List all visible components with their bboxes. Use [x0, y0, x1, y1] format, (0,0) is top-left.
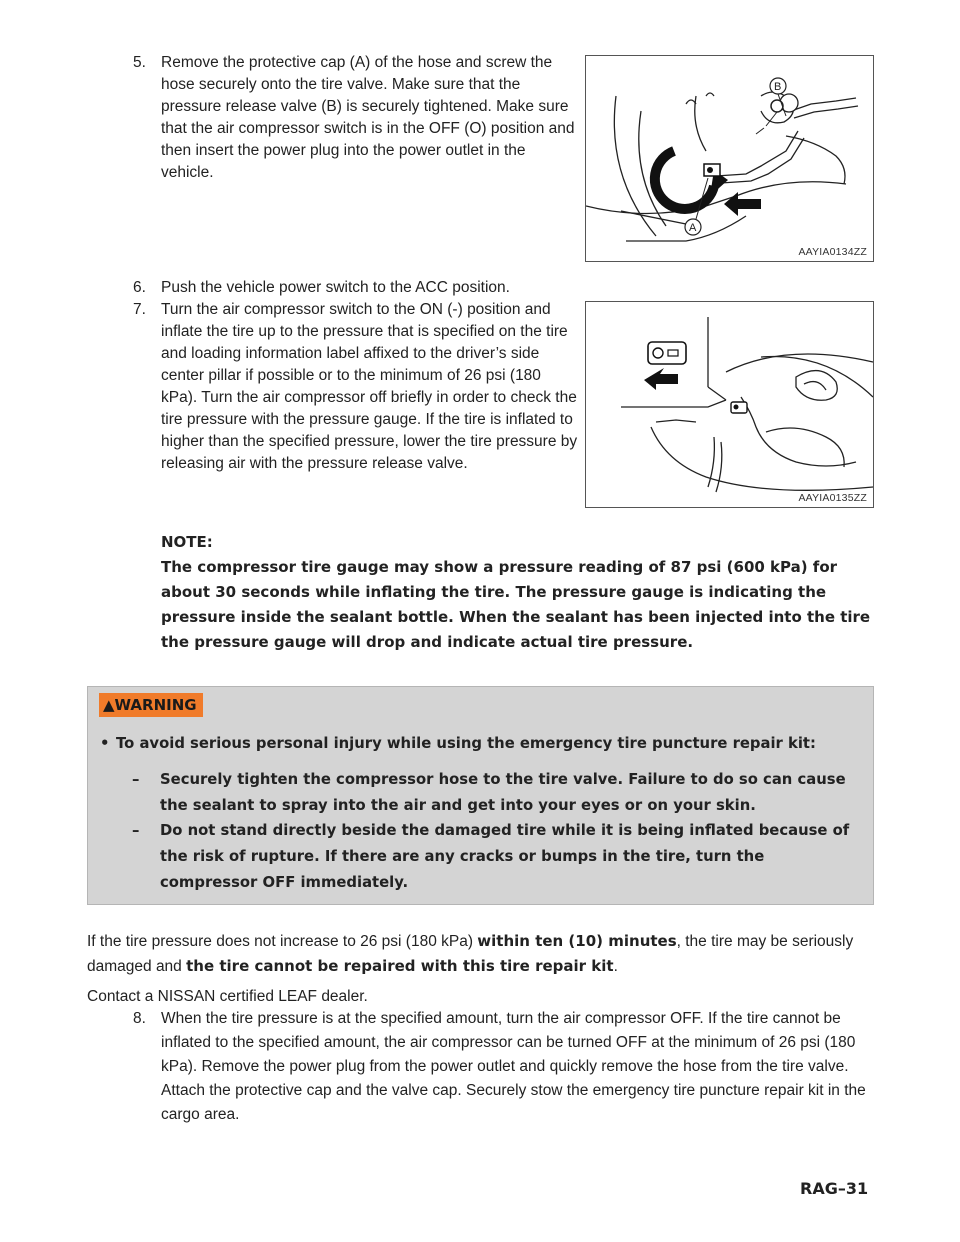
- step-number: 7.: [133, 301, 146, 318]
- repair-failure-paragraph: [87, 929, 877, 979]
- paragraph-emphasis: within ten (10) minutes: [477, 932, 677, 950]
- figure-code: AAYIA0135ZZ: [798, 492, 867, 504]
- figure-compressor-switch: [585, 301, 874, 508]
- warning-label: WARNING: [114, 696, 197, 714]
- step-number: 5.: [133, 54, 146, 71]
- page-number: RAG–31: [800, 1179, 869, 1198]
- dash-mark: –: [132, 771, 140, 788]
- contact-dealer-text: Contact a NISSAN certified LEAF dealer.: [87, 988, 368, 1005]
- warning-badge: [99, 693, 203, 717]
- dash-mark: –: [132, 822, 140, 839]
- paragraph-emphasis: the tire cannot be repaired with this tire repair kit: [186, 957, 614, 975]
- paragraph-text: , the tire may be seriously damaged and: [87, 933, 854, 975]
- step-5: [133, 52, 578, 187]
- figure-code: AAYIA0134ZZ: [798, 246, 867, 258]
- note-heading: NOTE:: [161, 533, 213, 551]
- bullet-mark: •: [100, 735, 110, 752]
- compressor-switch-illustration: [586, 302, 873, 507]
- label-b: B: [774, 81, 782, 93]
- note-text: The compressor tire gauge may show a pressure reading of 87 psi (600 kPa) for about 30 seconds while inflating the tire. The pressure gauge is indicating the pressure inside the sealant bottle. When the sealant has been injected into the tire the pressure gauge will drop and indicate actual tire pressure.: [161, 558, 871, 651]
- hose-valve-illustration: [586, 56, 873, 261]
- label-a: A: [689, 222, 697, 234]
- paragraph-text: If the tire pressure does not increase to 26 psi (180 kPa): [87, 933, 478, 950]
- figure-hose-valve: [585, 55, 874, 262]
- step-7: [133, 299, 578, 499]
- warning-dash-text: Securely tighten the compressor hose to the tire valve. Failure to do so can cause the sealant to spray into the air and get into your eyes or on your skin.: [160, 771, 846, 814]
- step-number: 6.: [133, 279, 146, 296]
- step-text: Turn the air compressor switch to the ON (-) position and inflate the tire up to the pressure that is specified on the tire and loading information label affixed to the driver’s side center pillar if possible or to the minimum of 26 psi (180 kPa). Turn the air compressor off briefly in order to check the tire pressure with the pressure gauge. If the tire is inflated to higher than the specified pressure, lower the tire pressure by releasing air with the pressure release valve.: [161, 301, 578, 472]
- paragraph-text: .: [613, 958, 618, 975]
- step-text: When the tire pressure is at the specified amount, turn the air compressor OFF. If the tire cannot be inflated to the specified amount, the air compressor can be turned OFF at the minimum of 26 psi (180 kPa). Remove the power plug from the power outlet and quickly remove the hose from the tire valve. Attach the protective cap and the valve cap. Securely stow the emergency tire puncture repair kit in the cargo area.: [161, 1010, 866, 1123]
- warning-triangle-icon: ▲: [103, 696, 115, 714]
- warning-bullet-text: To avoid serious personal injury while using the emergency tire puncture repair kit:: [116, 735, 816, 752]
- warning-dash-text: Do not stand directly beside the damaged tire while it is being inflated because of the risk of rupture. If there are any cracks or bumps in the tire, turn the compressor OFF immediately.: [160, 822, 850, 891]
- step-text: Push the vehicle power switch to the ACC position.: [161, 279, 510, 296]
- step-number: 8.: [133, 1010, 146, 1027]
- step-6: [133, 277, 578, 299]
- step-text: Remove the protective cap (A) of the hose and screw the hose securely onto the tire valve. Make sure that the pressure release valve (B) is securely tightened. Make sure that the air compressor switch is in the OFF (O) position and then insert the power plug into the power outlet in the vehicle.: [161, 54, 575, 181]
- warning-box: [87, 686, 874, 905]
